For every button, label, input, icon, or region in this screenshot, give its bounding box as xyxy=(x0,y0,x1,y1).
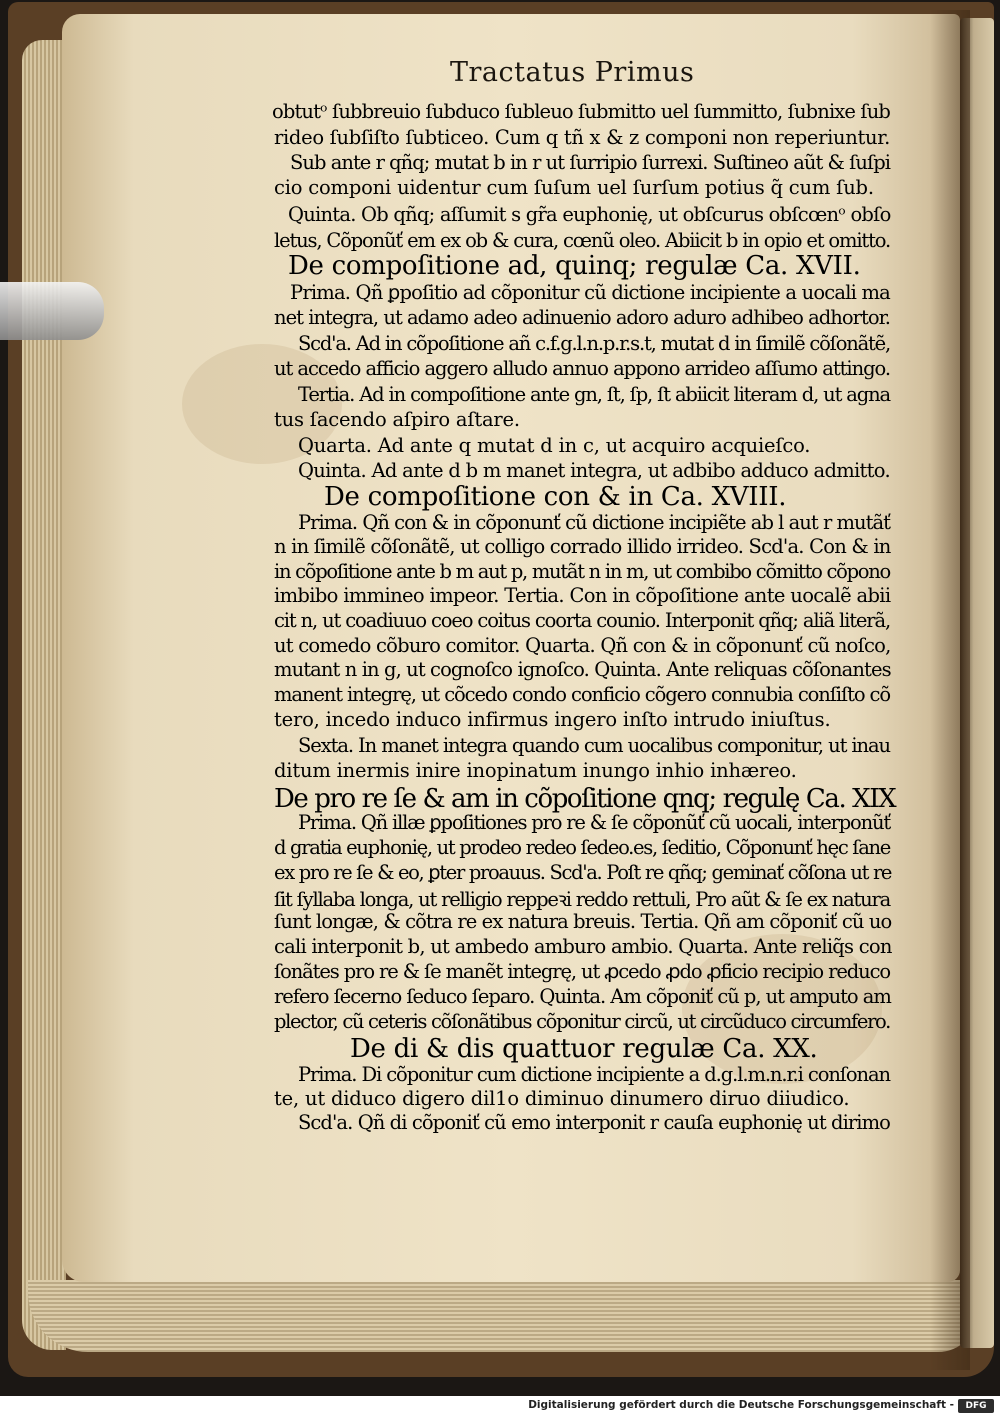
text-line: cit n, ut coadiuuo coeo coitus coorta counio. Interponit qñq; aliã literã, xyxy=(274,609,890,632)
footer-credit: Digitalisierung gefördert durch die Deutsche Forschungsgemeinschaft - xyxy=(528,1399,954,1411)
text-line: rideo ſubſiſto ſubticeo. Cum q tñ x & z componi non reperiuntur. xyxy=(274,126,890,149)
footer-bar xyxy=(0,1396,1000,1417)
text-line: Sub ante r qñq; mutat b in r ut ſurripio ſurrexi. Suſtineo aũt & ſuſpi xyxy=(290,151,890,174)
text-line: ut comedo cõburo comitor. Quarta. Qñ con & in cõponunť cũ noſco, xyxy=(274,634,891,657)
text-line: net integra, ut adamo adeo adinuenio adoro aduro adhibeo adhortor. xyxy=(274,306,890,329)
text-line: ditum inermis inire inopinatum inungo inhio inhæreo. xyxy=(274,759,797,782)
text-line: ſit ſyllaba longa, ut relligio reppeꝛi reddo rettuli, Pro aũt & ſe ex natura xyxy=(274,888,890,911)
text-line: obtutᵒ ſubbreuio ſubduco ſubleuo ſubmitto uel ſummitto, ſubnixe ſub xyxy=(272,100,890,123)
text-line: cali interponit b, ut ambedo amburo ambio. Quarta. Ante reliq̃s con xyxy=(274,935,892,958)
text-line: ex pro re ſe & eo, ꝑter proauus. Scd'a. Poſt re qñq; geminať cõſona ut re xyxy=(274,861,892,884)
page-edges-left xyxy=(22,40,66,1350)
text-line: Quarta. Ad ante q mutat d in c, ut acquiro acquieſco. xyxy=(298,434,811,457)
text-line: tus ſacendo aſpiro aſtare. xyxy=(274,408,520,431)
dfg-logo: DFG xyxy=(958,1399,994,1413)
text-line: tero, incedo induco infirmus ingero inſto intrudo iniuſtus. xyxy=(274,708,831,731)
text-line: d gratia euphonię, ut prodeo redeo ſedeo.es, ſeditio, Cõponunť hęc ſane xyxy=(274,836,890,859)
chapter-heading: De pro re ſe & am in cõpoſitione qnq; regulę Ca. XIX xyxy=(274,784,896,814)
text-line: in cõpoſitione ante b m aut p, mutãt n in m, ut combibo cõmitto cõpono xyxy=(274,560,890,583)
text-line: Prima. Qñ con & in cõponunť cũ dictione incipiẽte ab l aut r mutãť xyxy=(298,511,890,534)
text-line: plector, cũ ceteris cõſonãtibus cõponitur circũ, ut circũduco circumfero. xyxy=(274,1010,890,1033)
text-line: Quinta. Ad ante d b m manet integra, ut adbibo adduco admitto. xyxy=(298,459,890,482)
text-line: Sexta. In manet integra quando cum uocalibus componitur, ut inau xyxy=(298,734,890,757)
text-line: mutant n in g, ut cognoſco ignoſco. Quinta. Ante reliquas cõſonantes xyxy=(274,658,891,681)
text-line: Scd'a. Ad in cõpoſitione añ c.f.g.l.n.p.r.s.t, mutat d in ſimilẽ cõſonãtẽ, xyxy=(298,332,890,355)
text-line: n in ſimilẽ cõſonãtẽ, ut colligo corrado illido irrideo. Scd'a. Con & in xyxy=(274,535,891,558)
text-line: Scd'a. Qñ di cõponiť cũ emo interponit r cauſa euphonię ut dirimo xyxy=(298,1111,890,1134)
book-spine-shadow xyxy=(930,10,970,1370)
text-line: Quinta. Ob qñq; aſſumit s gr̃a euphonię, ut obſcurus obſcœnᵒ obſo xyxy=(288,203,891,226)
chapter-heading: De compoſitione con & in Ca. XVIII. xyxy=(324,482,787,512)
text-line: refero ſecerno ſeduco ſeparo. Quinta. Am cõponiť cũ p, ut amputo am xyxy=(274,985,891,1008)
text-line: Prima. Qñ illæ ꝑpoſitiones pro re & ſe cõponũť cũ uocali, interponũť xyxy=(298,811,890,834)
text-line: Prima. Di cõponitur cum dictione incipiente a d.g.l.m.n.r.i conſonan xyxy=(298,1063,890,1086)
chapter-heading: De di & dis quattuor regulæ Ca. XX. xyxy=(350,1034,818,1064)
text-line: ſonãtes pro re & ſe manẽt integrę, ut ꝓcedo ꝓdo ꝓficio recipio reduco xyxy=(274,960,890,983)
text-line: ſunt longæ, & cõtra re ex natura breuis. Tertia. Qñ am cõponiť cũ uo xyxy=(274,910,892,933)
page-holder-clip xyxy=(0,282,104,340)
page-edges-bottom xyxy=(28,1280,978,1352)
text-line: cio componi uidentur cum ſuſum uel ſurſum potius q̃ cum ſub. xyxy=(274,176,874,199)
text-line: letus, Cõponũť em ex ob & cura, cœnũ oleo. Abiicit b in opio et omitto. xyxy=(274,229,890,252)
text-line: manent integrę, ut cõcedo condo conficio cõgero connubia conſiſto cõ xyxy=(274,683,890,706)
chapter-heading: De compoſitione ad, quinq; regulæ Ca. XVII. xyxy=(288,251,861,281)
text-line: ut accedo afficio aggero alludo annuo appono arrideo aſſumo attingo. xyxy=(274,357,890,380)
text-line: Prima. Qñ ꝑpoſitio ad cõponitur cũ dictione incipiente a uocali ma xyxy=(290,281,890,304)
text-line: Tertia. Ad in compoſitione ante gn, ſt, ſp, ſt abiicit literam d, ut agna xyxy=(298,383,890,406)
text-line: te, ut diduco digero dil1o diminuo dinumero diruo diiudico. xyxy=(274,1087,850,1110)
text-line: imbibo immineo impeor. Tertia. Con in cõpoſitione ante uocalẽ abii xyxy=(274,584,891,607)
running-head: Tractatus Primus xyxy=(450,57,695,88)
